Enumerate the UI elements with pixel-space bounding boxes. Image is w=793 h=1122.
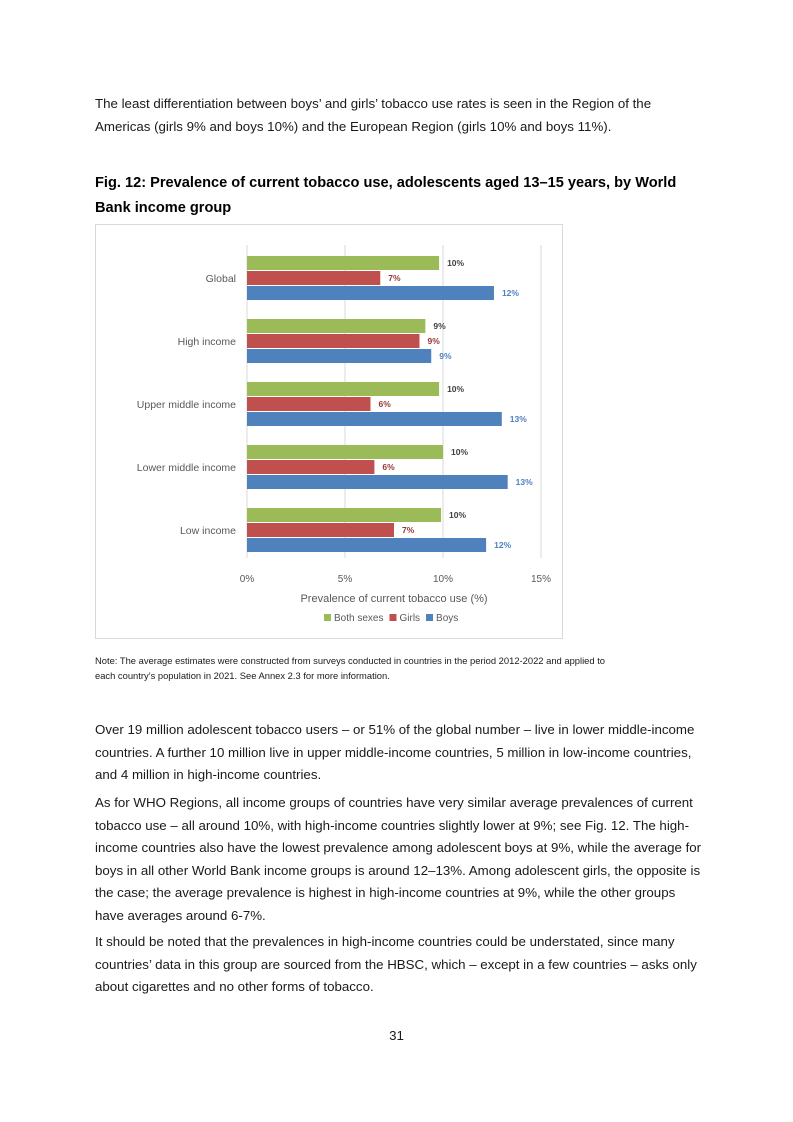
bar-girls (247, 460, 374, 474)
data-label: 12% (494, 540, 512, 550)
data-label: 10% (447, 384, 465, 394)
category-label: High income (177, 336, 236, 348)
bar-both-sexes (247, 508, 441, 522)
category-labels (137, 273, 236, 537)
x-tick-label: 15% (530, 574, 552, 585)
paragraph-hbsc-caveat: It should be noted that the prevalences in high-income countries could be understated, since many countries’ data in this group are sourced from the HBSC, which – except in a few countries – asks only about cigarettes and no other forms of tobacco. (95, 934, 697, 994)
data-label: 10% (447, 258, 465, 268)
legend-label: Girls (399, 613, 421, 624)
data-label: 10% (451, 447, 469, 457)
category-label: Upper middle income (136, 399, 236, 411)
bar-boys (247, 475, 508, 489)
figure-note: Note: The average estimates were constructed from surveys conducted in countries in the period 2012-2022 and applied to each country’s population in 2021. See Annex 2.3 for more information. (95, 655, 606, 681)
bar-boys (247, 349, 431, 363)
bar-girls (247, 334, 419, 348)
legend-swatch (324, 614, 331, 621)
legend-label: Both sexes (334, 613, 384, 624)
bar-both-sexes (247, 319, 425, 333)
paragraph-income-prevalence: As for WHO Regions, all income groups of countries have very similar average prevalences of current tobacco use – all around 10%, with high-income countries slightly lower at 9%; see Fig. 12. The high-income countries also have the lowest prevalence among adolescent boys at 9%, while the average for boys in all other World Bank income groups is around 12–13%. Among adolescent girls, the opposite is the case; the average prevalence is highest in high-income countries at 9%, while the other groups have averages around 6-7%. (95, 795, 702, 923)
data-label: 12% (501, 288, 519, 298)
bar-boys (247, 538, 486, 552)
x-axis-label: Prevalence of current tobacco use (%) (300, 593, 488, 605)
data-label: 10% (449, 510, 467, 520)
paragraph-income-users: Over 19 million adolescent tobacco users – or 51% of the global number – live in lower middle-income countries. A further 10 million live in upper middle-income countries, 5 million in low-income countries, and 4 million in high-income countries. (95, 722, 695, 782)
figure-title: Fig. 12: Prevalence of current tobacco use, adolescents aged 13–15 years, by World Bank income group (95, 175, 677, 216)
data-labels (378, 258, 533, 550)
data-label: 9% (427, 336, 440, 346)
data-label: 9% (433, 321, 446, 331)
data-label: 13% (509, 414, 527, 424)
category-label: Low income (179, 525, 236, 537)
x-tick-labels (240, 574, 551, 585)
intro-paragraph: The least differentiation between boys’ and girls’ tobacco use rates is seen in the Region of the Americas (girls 9% and boys 10%) and the European Region (girls 10% and boys 11%). (95, 96, 652, 134)
legend-label: Boys (436, 613, 459, 624)
legend (324, 613, 458, 624)
page-number: 31 (389, 1028, 404, 1043)
x-tick-label: 0% (239, 574, 255, 585)
bar-boys (247, 286, 494, 300)
data-label: 13% (515, 477, 533, 487)
bar-boys (247, 412, 502, 426)
data-label: 7% (402, 525, 415, 535)
data-label: 6% (378, 399, 391, 409)
data-label: 7% (388, 273, 401, 283)
bar-girls (247, 397, 370, 411)
x-tick-label: 5% (337, 574, 353, 585)
data-label: 9% (439, 351, 452, 361)
category-label: Lower middle income (136, 462, 236, 474)
bars (247, 256, 508, 552)
bar-both-sexes (247, 382, 439, 396)
legend-swatch (389, 614, 396, 621)
category-label: Global (205, 273, 236, 285)
bar-girls (247, 271, 380, 285)
data-label: 6% (382, 462, 395, 472)
legend-swatch (426, 614, 433, 621)
chart-container (95, 224, 563, 639)
bar-both-sexes (247, 445, 443, 459)
bar-girls (247, 523, 394, 537)
x-tick-label: 10% (432, 574, 454, 585)
bar-both-sexes (247, 256, 439, 270)
bar-chart (96, 225, 562, 638)
